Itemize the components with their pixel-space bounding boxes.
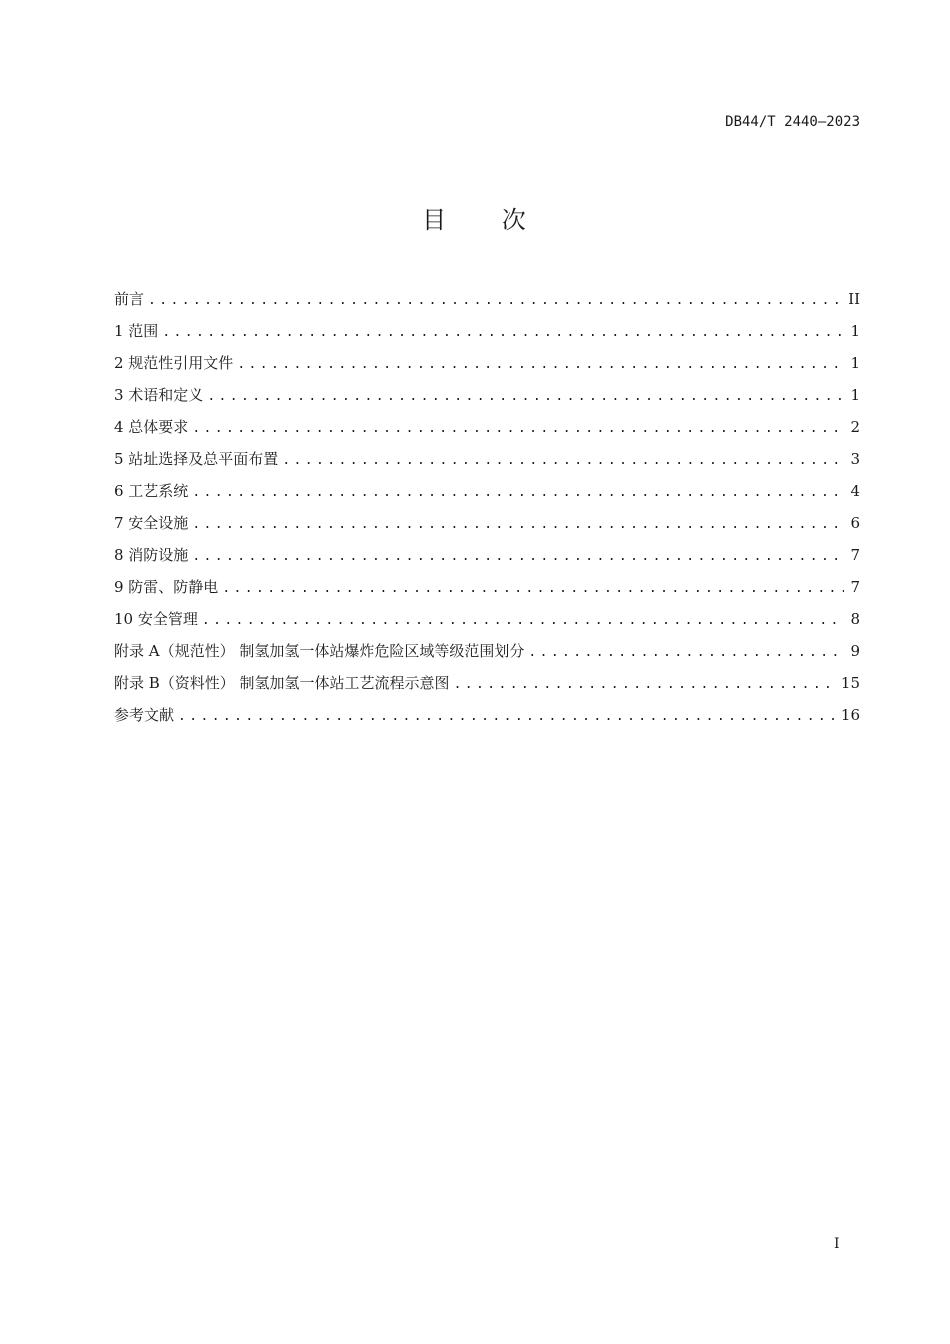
toc-leader-dots: [178, 704, 835, 730]
toc-entry-5[interactable]: [114, 446, 860, 478]
toc-entry-2[interactable]: [114, 350, 860, 382]
toc-entry-page: 8: [850, 610, 860, 628]
toc-leader-dots: [282, 448, 844, 474]
toc-entry-page: 3: [850, 450, 860, 468]
toc-entry-page: 2: [850, 418, 860, 436]
toc-entry-references[interactable]: [114, 702, 860, 734]
toc-entry-label: 9 防雷、防静电: [114, 578, 219, 596]
table-of-contents: [114, 286, 860, 734]
standard-code: DB44/T 2440—2023: [725, 114, 860, 130]
toc-entry-9[interactable]: [114, 574, 860, 606]
toc-entry-page: 1: [850, 322, 860, 340]
toc-entry-label: 8 消防设施: [114, 546, 189, 564]
toc-leader-dots: [192, 416, 844, 442]
toc-entry-3[interactable]: [114, 382, 860, 414]
toc-entry-page: 7: [850, 578, 860, 596]
toc-leader-dots: [454, 672, 835, 698]
toc-leader-dots: [162, 320, 844, 346]
toc-entry-page: II: [848, 290, 860, 308]
toc-entry-page: 4: [850, 482, 860, 500]
toc-leader-dots: [237, 352, 844, 378]
toc-entry-page: 7: [850, 546, 860, 564]
toc-entry-6[interactable]: [114, 478, 860, 510]
toc-leader-dots: [192, 544, 844, 570]
toc-leader-dots: [192, 512, 844, 538]
toc-entry-label: 4 总体要求: [114, 418, 189, 436]
toc-entry-label: 10 安全管理: [114, 610, 198, 628]
toc-entry-label: 7 安全设施: [114, 514, 189, 532]
toc-entry-label: 6 工艺系统: [114, 482, 189, 500]
toc-leader-dots: [148, 288, 842, 314]
toc-entry-7[interactable]: [114, 510, 860, 542]
toc-entry-label: 前言: [114, 290, 145, 308]
toc-entry-label: 1 范围: [114, 322, 159, 340]
toc-leader-dots: [192, 480, 844, 506]
toc-entry-label: 参考文献: [114, 706, 175, 724]
toc-entry-page: 6: [850, 514, 860, 532]
toc-entry-label: 3 术语和定义: [114, 386, 204, 404]
toc-entry-10[interactable]: [114, 606, 860, 638]
toc-entry-1[interactable]: [114, 318, 860, 350]
toc-leader-dots: [202, 608, 844, 634]
toc-leader-dots: [528, 640, 844, 666]
toc-entry-label: 2 规范性引用文件: [114, 354, 234, 372]
page-number: I: [834, 1236, 840, 1252]
toc-entry-appendix-b[interactable]: [114, 670, 860, 702]
toc-entry-label: 5 站址选择及总平面布置: [114, 450, 279, 468]
toc-entry-label: 附录 B（资料性） 制氢加氢一体站工艺流程示意图: [114, 674, 450, 692]
toc-leader-dots: [222, 576, 844, 602]
toc-entry-page: 1: [850, 354, 860, 372]
toc-entry-page: 9: [850, 642, 860, 660]
toc-entry-page: 16: [840, 706, 860, 724]
toc-entry-label: 附录 A（规范性） 制氢加氢一体站爆炸危险区域等级范围划分: [114, 642, 525, 660]
toc-leader-dots: [207, 384, 844, 410]
toc-entry-foreword[interactable]: [114, 286, 860, 318]
toc-title: 目 次: [422, 206, 528, 234]
toc-entry-page: 15: [840, 674, 860, 692]
toc-entry-page: 1: [850, 386, 860, 404]
toc-entry-8[interactable]: [114, 542, 860, 574]
toc-entry-appendix-a[interactable]: [114, 638, 860, 670]
toc-entry-4[interactable]: [114, 414, 860, 446]
